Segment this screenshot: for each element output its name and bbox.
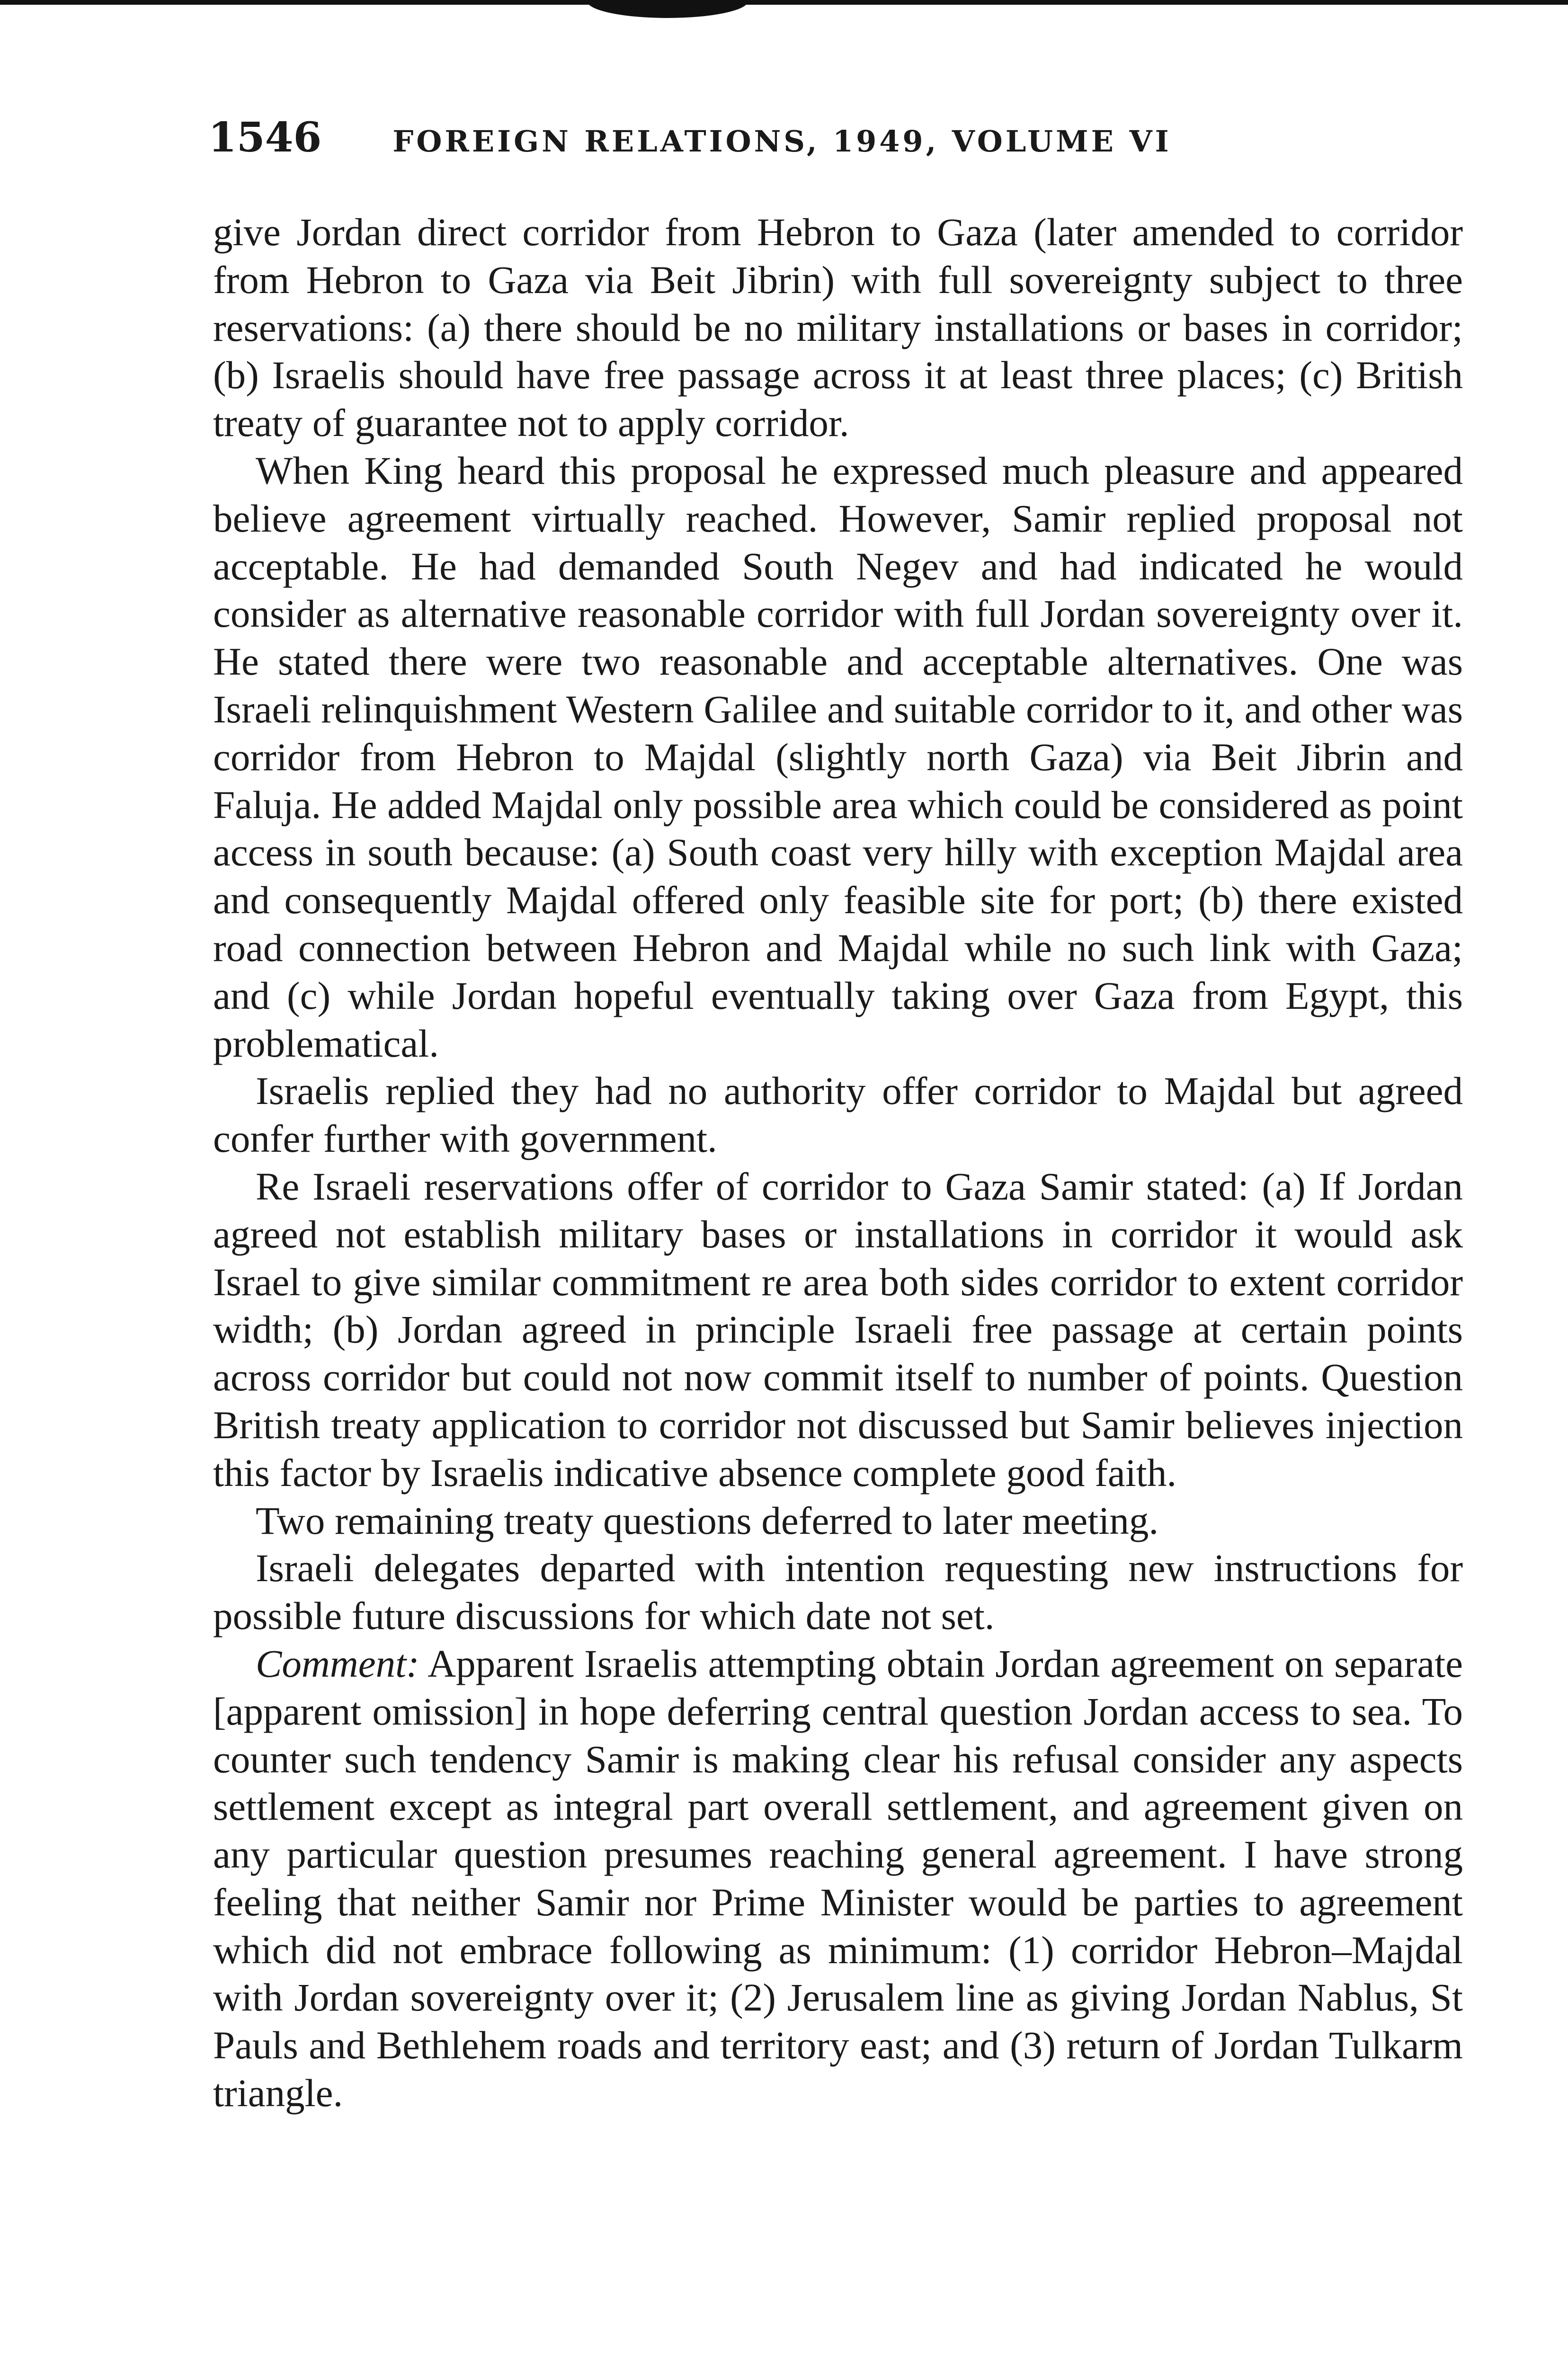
paragraph-king-proposal: When King heard this proposal he expressed much pleasure and appeared believe agreement virtually reached. However, Samir replied proposal not acceptable. He had demanded South Negev and had indicated he would consider as alternative reasonable corridor with full Jordan sovereignty over it. He stated there were two reasonable and acceptable alternatives. One was Israeli relinquishment Western Galilee and suitable corridor to it, and other was corridor from Hebron to Majdal (slightly north Gaza) via Beit Jibrin and Faluja. He added Majdal only possible area which could be considered as point access in south because: (a) South coast very hilly with exception Majdal area and consequently Majdal offered only feasible site for port; (b) there existed road connection between Hebron and Majdal while no such link with Gaza; and (c) while Jordan hopeful eventually taking over Gaza from Egypt, this problematical.	[213, 448, 1463, 1065]
page-header	[208, 114, 1382, 170]
scan-binding-mark	[587, 0, 748, 18]
paragraph-deferred-questions: Two remaining treaty questions deferred to later meeting.	[256, 1498, 1159, 1542]
page-top-edge	[0, 0, 1568, 5]
comment-text: Apparent Israelis attempting obtain Jordan agreement on separate [apparent omission] in hope deferring central question Jordan access to sea. To counter such tendency Samir is making clear his refusal consider any aspects settlement except as integral part overall settlement, and agreement given on any particular question presumes reaching general agreement. I have strong feeling that neither Samir nor Prime Minister would be parties to agreement which did not embrace following as minimum: (1) corridor Hebron–Majdal with Jordan sovereignty over it; (2) Jerusalem line as giving Jordan Nablus, St Pauls and Bethlehem roads and territory east; and (3) return of Jordan Tulkarm triangle.	[213, 1641, 1463, 2115]
document-body	[213, 208, 1463, 2117]
paragraph-comment	[213, 1640, 1463, 2117]
paragraph-reservations: Re Israeli reservations offer of corridor to Gaza Samir stated: (a) If Jordan agreed not establish military bases or installations in corridor it would ask Israel to give similar commitment re area both sides corridor to extent corridor width; (b) Jordan agreed in principle Israeli free passage at certain points across corridor but could not now commit itself to number of points. Question British treaty application to corridor not discussed but Samir believes injection this factor by Israelis indicative absence complete good faith.	[213, 1164, 1463, 1495]
paragraph-israeli-reply: Israelis replied they had no authority offer corridor to Majdal but agreed confer further with government.	[213, 1069, 1463, 1161]
comment-label: Comment:	[256, 1641, 419, 1685]
running-title: FOREIGN RELATIONS, 1949, VOLUME VI	[392, 124, 1172, 159]
paragraph-continuation: give Jordan direct corridor from Hebron to Gaza (later amended to corridor from Hebron to Gaza via Beit Jibrin) with full sovereignty subject to three reservations: (a) there should be no military installations or bases in corridor; (b) Israelis should have free passage across it at least three places; (c) British treaty of guarantee not to apply corridor.	[213, 210, 1463, 445]
paragraph-delegates-departed: Israeli delegates departed with intention requesting new instructions for possible future discussions for which date not set.	[213, 1546, 1463, 1638]
page-number: 1546	[208, 114, 322, 161]
